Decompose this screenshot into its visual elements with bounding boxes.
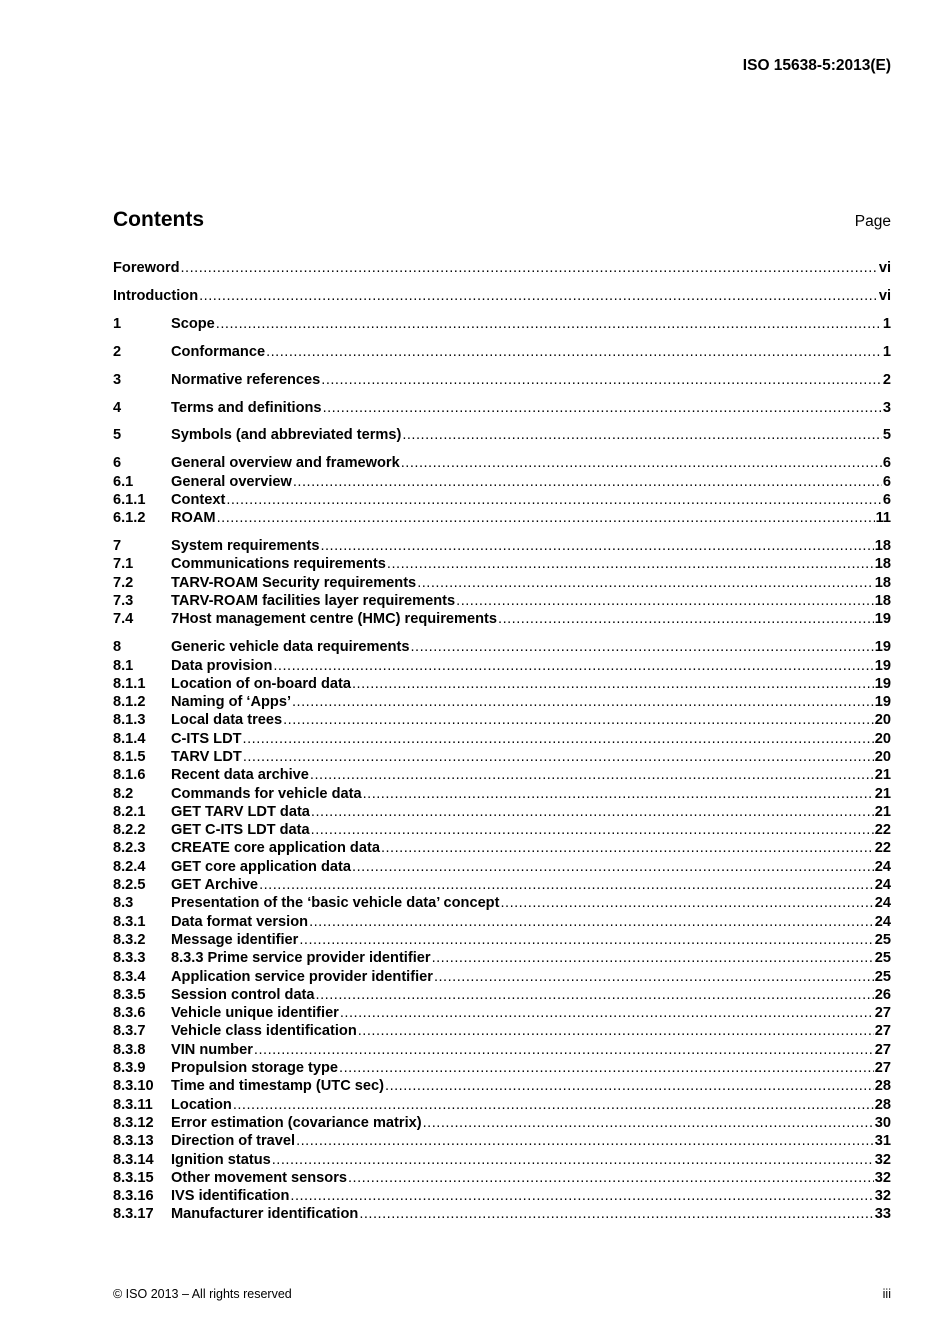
toc-entry-page: vi: [878, 288, 891, 304]
toc-entry[interactable]: [113, 1023, 891, 1041]
toc-entry-number: 8.2.4: [113, 858, 146, 875]
toc-entry[interactable]: [113, 538, 891, 556]
toc-entry-number: 8.3.14: [113, 1151, 154, 1168]
toc-entry[interactable]: [113, 694, 891, 712]
toc-entry-number: 8.3.12: [113, 1114, 154, 1131]
dot-leader: [216, 316, 882, 332]
toc-entry-title: General overview and framework: [171, 455, 400, 472]
toc-entry[interactable]: [113, 877, 891, 895]
toc-entry-title: GET core application data: [171, 858, 352, 875]
toc-entry[interactable]: [113, 822, 891, 840]
toc-entry-number: 8.1: [113, 657, 134, 674]
toc-entry-title: TARV LDT: [171, 748, 242, 765]
toc-entry[interactable]: [113, 455, 891, 473]
toc-entry[interactable]: [113, 914, 891, 932]
toc-entry-number: 7.3: [113, 593, 134, 610]
toc-entry-number: 8.2.2: [113, 822, 146, 839]
toc-entry-number: 8.3.4: [113, 968, 146, 985]
toc-entry[interactable]: [113, 427, 891, 445]
toc-entry-page: 28: [874, 1096, 891, 1113]
toc-entry[interactable]: [113, 1060, 891, 1078]
dot-leader: [180, 260, 877, 276]
toc-entry-title: System requirements: [171, 538, 320, 555]
dot-leader: [199, 288, 878, 304]
toc-entry-title: GET Archive: [171, 877, 259, 894]
toc-entry-title: Scope: [171, 315, 215, 332]
toc-entry-page: 32: [874, 1169, 891, 1186]
toc-entry-number: 8.3.15: [113, 1169, 154, 1186]
toc-entry-title: Normative references: [171, 371, 321, 388]
toc-entry-number: 7.4: [113, 611, 134, 628]
toc-entry-page: 32: [874, 1188, 891, 1205]
toc-entry[interactable]: [113, 749, 891, 767]
toc-entry-title: Conformance: [171, 343, 266, 360]
dot-leader: [352, 676, 874, 692]
toc-entry[interactable]: [113, 969, 891, 987]
toc-entry[interactable]: [113, 372, 891, 390]
toc-entry[interactable]: [113, 1042, 891, 1060]
toc-entry-title: 7Host management centre (HMC) requirements: [171, 611, 498, 628]
dot-leader: [340, 1005, 874, 1021]
toc-entry-title: Terms and definitions: [171, 399, 322, 416]
toc-entry-title: Data provision: [171, 657, 273, 674]
toc-entry-number: 8.2: [113, 785, 134, 802]
dot-leader: [402, 427, 882, 443]
toc-title-row: [113, 208, 891, 232]
toc-entry[interactable]: [113, 676, 891, 694]
toc-entry-number: 8.1.4: [113, 730, 146, 747]
toc-entry-page: 27: [874, 1023, 891, 1040]
toc-entry-title: Application service provider identifier: [171, 968, 433, 985]
toc-entry-title: Location of on-board data: [171, 675, 351, 692]
toc-entry-page: 3: [882, 399, 891, 416]
toc-entry-title: Symbols (and abbreviated terms): [171, 427, 402, 444]
toc-entry-page: 24: [874, 858, 891, 875]
page-footer: [113, 1287, 891, 1301]
toc-entry-page: 2: [882, 371, 891, 388]
dot-leader: [310, 767, 874, 783]
toc-entry[interactable]: [113, 1188, 891, 1206]
toc-entry-number: 8.1.6: [113, 767, 146, 784]
toc-entry-number: 8.3.2: [113, 931, 146, 948]
toc-entry-title: Session control data: [171, 986, 315, 1003]
toc-entry[interactable]: [113, 492, 891, 510]
dot-leader: [363, 786, 874, 802]
page-number: iii: [882, 1287, 891, 1301]
toc-entry[interactable]: [113, 400, 891, 418]
dot-leader: [273, 658, 873, 674]
toc-entry-page: 18: [874, 593, 891, 610]
toc-entry-page: 6: [882, 473, 891, 490]
toc-entry[interactable]: [113, 474, 891, 492]
toc-entry[interactable]: [113, 840, 891, 858]
toc-entry-number: 8.3.3: [113, 950, 146, 967]
dot-leader: [387, 556, 874, 572]
toc-entry[interactable]: [113, 510, 891, 528]
toc-entry[interactable]: [113, 658, 891, 676]
toc-entry-page: 22: [874, 822, 891, 839]
toc-entry-page: 24: [874, 913, 891, 930]
dot-leader: [243, 731, 874, 747]
dot-leader: [299, 932, 873, 948]
toc-entry-number: 7.2: [113, 574, 134, 591]
page-column-label: Page: [854, 213, 891, 230]
dot-leader: [359, 1206, 873, 1222]
toc-entry-title: Foreword: [113, 260, 180, 276]
toc-entry-title: Context: [171, 491, 226, 508]
toc-entry[interactable]: [113, 316, 891, 334]
toc-entry-number: 8.3.16: [113, 1188, 154, 1205]
toc-entry-page: 19: [874, 694, 891, 711]
toc-entry-page: 20: [874, 712, 891, 729]
toc-entry[interactable]: [113, 1206, 891, 1224]
toc-entry-number: 6: [113, 455, 122, 472]
toc-entry-title: Location: [171, 1096, 232, 1113]
toc-entry-number: 8.3.5: [113, 986, 146, 1003]
toc-entry-number: 8.3.13: [113, 1133, 154, 1150]
dot-leader: [272, 1152, 874, 1168]
toc-entry-number: 6.1.1: [113, 491, 146, 508]
dot-leader: [348, 1170, 874, 1186]
toc-entry[interactable]: [113, 932, 891, 950]
toc-entry-title: Message identifier: [171, 931, 299, 948]
toc-entry[interactable]: [113, 611, 891, 629]
toc-entry-page: 21: [874, 803, 891, 820]
toc-entry-page: 24: [874, 895, 891, 912]
toc-entry-number: 7.1: [113, 556, 134, 573]
toc-entry-page: 30: [874, 1114, 891, 1131]
toc-entry-page: 25: [874, 950, 891, 967]
toc-entry-number: 8.3.6: [113, 1005, 146, 1022]
toc-entry-page: 20: [874, 730, 891, 747]
dot-leader: [498, 611, 874, 627]
dot-leader: [500, 895, 873, 911]
toc-entry-title: ROAM: [171, 510, 216, 527]
toc-entry[interactable]: [113, 575, 891, 593]
toc-entry-page: 6: [882, 491, 891, 508]
toc-entry[interactable]: [113, 556, 891, 574]
toc-entry[interactable]: [113, 1133, 891, 1151]
toc-entry-number: 6.1: [113, 473, 134, 490]
toc-entry-page: 19: [874, 639, 891, 656]
toc-entry-number: 6.1.2: [113, 510, 146, 527]
dot-leader: [339, 1060, 874, 1076]
toc-entry-page: 6: [882, 455, 891, 472]
toc-entry[interactable]: [113, 1152, 891, 1170]
dot-leader: [254, 1042, 874, 1058]
toc-entry[interactable]: [113, 859, 891, 877]
toc-entry-title: TARV-ROAM Security requirements: [171, 574, 417, 591]
dot-leader: [456, 593, 874, 609]
toc-entry-title: Ignition status: [171, 1151, 271, 1168]
toc-entry-page: 5: [882, 427, 891, 444]
document-id: ISO 15638-5:2013(E): [742, 57, 891, 74]
toc-entry-number: 8.1.1: [113, 675, 146, 692]
toc-entry-page: 19: [874, 611, 891, 628]
toc-entry[interactable]: [113, 1115, 891, 1133]
toc-entry-title: C-ITS LDT: [171, 730, 242, 747]
dot-leader: [417, 575, 874, 591]
toc-entry-page: 21: [874, 767, 891, 784]
toc-entry[interactable]: [113, 593, 891, 611]
dot-leader: [233, 1097, 874, 1113]
dot-leader: [316, 987, 874, 1003]
toc-entry-title: GET C-ITS LDT data: [171, 822, 310, 839]
toc-entry-number: 8.3.1: [113, 913, 146, 930]
toc-entry-foreword[interactable]: [113, 260, 891, 288]
toc-entry[interactable]: [113, 786, 891, 804]
toc-entry[interactable]: [113, 1170, 891, 1188]
dot-leader: [259, 877, 874, 893]
toc-entry-title: Generic vehicle data requirements: [171, 639, 410, 656]
toc-entry-number: 8.3.10: [113, 1078, 154, 1095]
toc-entry-number: 8.1.2: [113, 694, 146, 711]
toc-entry-introduction[interactable]: [113, 288, 891, 306]
toc-entry-page: 1: [882, 315, 891, 332]
toc-entry-page: 32: [874, 1151, 891, 1168]
table-of-contents: [113, 260, 891, 1225]
dot-leader: [321, 372, 882, 388]
toc-entry-title: CREATE core application data: [171, 840, 380, 857]
dot-leader: [296, 1133, 874, 1149]
dot-leader: [423, 1115, 874, 1131]
toc-entry-title: Other movement sensors: [171, 1169, 347, 1186]
toc-entry[interactable]: [113, 731, 891, 749]
toc-entry-number: 8.2.5: [113, 877, 146, 894]
toc-entry-page: 25: [874, 968, 891, 985]
toc-entry-number: 8.2.1: [113, 803, 146, 820]
toc-entry-number: 3: [113, 371, 122, 388]
toc-entry-number: 8.3: [113, 895, 134, 912]
toc-entry-title: TARV-ROAM facilities layer requirements: [171, 593, 456, 610]
toc-entry-title: Direction of travel: [171, 1133, 296, 1150]
toc-entry-page: 26: [874, 986, 891, 1003]
toc-entry-page: 27: [874, 1060, 891, 1077]
toc-entry-page: 24: [874, 877, 891, 894]
toc-entry-page: 27: [874, 1005, 891, 1022]
toc-entry[interactable]: [113, 895, 891, 913]
dot-leader: [352, 859, 874, 875]
dot-leader: [320, 538, 873, 554]
toc-entry-number: 8.1.5: [113, 748, 146, 765]
toc-entry-page: 28: [874, 1078, 891, 1095]
toc-entry-page: 33: [874, 1206, 891, 1223]
toc-entry-number: 8: [113, 639, 122, 656]
toc-entry-title: Error estimation (covariance matrix): [171, 1114, 422, 1131]
toc-entry-number: 8.2.3: [113, 840, 146, 857]
toc-entry-page: 18: [874, 574, 891, 591]
dot-leader: [290, 1188, 873, 1204]
toc-entry-page: 19: [874, 675, 891, 692]
dot-leader: [323, 400, 882, 416]
dot-leader: [311, 822, 874, 838]
dot-leader: [293, 474, 882, 490]
toc-entry-page: 22: [874, 840, 891, 857]
toc-entry[interactable]: [113, 767, 891, 785]
dot-leader: [434, 969, 874, 985]
toc-entry[interactable]: [113, 344, 891, 362]
toc-entry-number: 2: [113, 343, 122, 360]
toc-entry-page: 19: [874, 657, 891, 674]
toc-entry-number: 8.3.9: [113, 1060, 146, 1077]
toc-entry-number: 8.3.11: [113, 1096, 153, 1113]
toc-entry-title: Naming of ‘Apps’: [171, 694, 291, 711]
toc-entry-title: VIN number: [171, 1041, 253, 1058]
dot-leader: [309, 914, 874, 930]
toc-entry-title: Manufacturer identification: [171, 1206, 359, 1223]
toc-entry-number: 1: [113, 315, 122, 332]
toc-entry[interactable]: [113, 950, 891, 968]
dot-leader: [401, 455, 882, 471]
toc-entry-page: 25: [874, 931, 891, 948]
toc-entry-page: 31: [874, 1133, 891, 1150]
toc-entry[interactable]: [113, 987, 891, 1005]
toc-entry-title: 8.3.3 Prime service provider identifier: [171, 950, 431, 967]
dot-leader: [410, 639, 873, 655]
toc-entry-number: 8.3.7: [113, 1023, 146, 1040]
dot-leader: [358, 1023, 874, 1039]
toc-entry[interactable]: [113, 804, 891, 822]
toc-entry-number: 4: [113, 399, 122, 416]
toc-entry-page: 18: [874, 538, 891, 555]
toc-entry[interactable]: [113, 712, 891, 730]
toc-entry-title: Vehicle class identification: [171, 1023, 357, 1040]
dot-leader: [292, 694, 874, 710]
toc-entry-title: Introduction: [113, 288, 199, 304]
toc-entry-page: 27: [874, 1041, 891, 1058]
toc-entry-title: Commands for vehicle data: [171, 785, 362, 802]
toc-title: Contents: [113, 208, 204, 231]
dot-leader: [217, 510, 875, 526]
dot-leader: [266, 344, 882, 360]
toc-entry-page: vi: [878, 260, 891, 276]
toc-entry-title: Local data trees: [171, 712, 283, 729]
toc-entry-title: General overview: [171, 473, 292, 490]
toc-entry[interactable]: [113, 1097, 891, 1115]
toc-entry-page: 1: [882, 343, 891, 360]
toc-entry-page: 11: [875, 510, 891, 527]
toc-entry-number: 8.3.17: [113, 1206, 154, 1223]
dot-leader: [381, 840, 874, 856]
toc-entry-title: Communications requirements: [171, 556, 386, 573]
toc-entry-number: 8.1.3: [113, 712, 146, 729]
toc-entry-page: 20: [874, 748, 891, 765]
toc-entry-number: 8.3.8: [113, 1041, 146, 1058]
toc-entry-title: Propulsion storage type: [171, 1060, 339, 1077]
toc-entry-title: Time and timestamp (UTC sec): [171, 1078, 385, 1095]
toc-entry-number: 5: [113, 427, 122, 444]
toc-entry-page: 21: [874, 785, 891, 802]
toc-entry-page: 18: [874, 556, 891, 573]
toc-entry[interactable]: [113, 1005, 891, 1023]
toc-entry[interactable]: [113, 1078, 891, 1096]
dot-leader: [432, 950, 874, 966]
toc-entry-title: Recent data archive: [171, 767, 309, 784]
toc-entry-title: Presentation of the ‘basic vehicle data’ concept: [171, 895, 500, 912]
dot-leader: [283, 712, 874, 728]
dot-leader: [226, 492, 882, 508]
toc-entry-title: Vehicle unique identifier: [171, 1005, 339, 1022]
dot-leader: [243, 749, 874, 765]
dot-leader: [311, 804, 874, 820]
copyright-notice: © ISO 2013 – All rights reserved: [113, 1287, 292, 1301]
dot-leader: [385, 1078, 874, 1094]
toc-entry-title: IVS identification: [171, 1188, 290, 1205]
toc-entry-title: Data format version: [171, 913, 309, 930]
toc-entry-title: GET TARV LDT data: [171, 803, 310, 820]
toc-entry-number: 7: [113, 538, 122, 555]
toc-entry[interactable]: [113, 639, 891, 657]
